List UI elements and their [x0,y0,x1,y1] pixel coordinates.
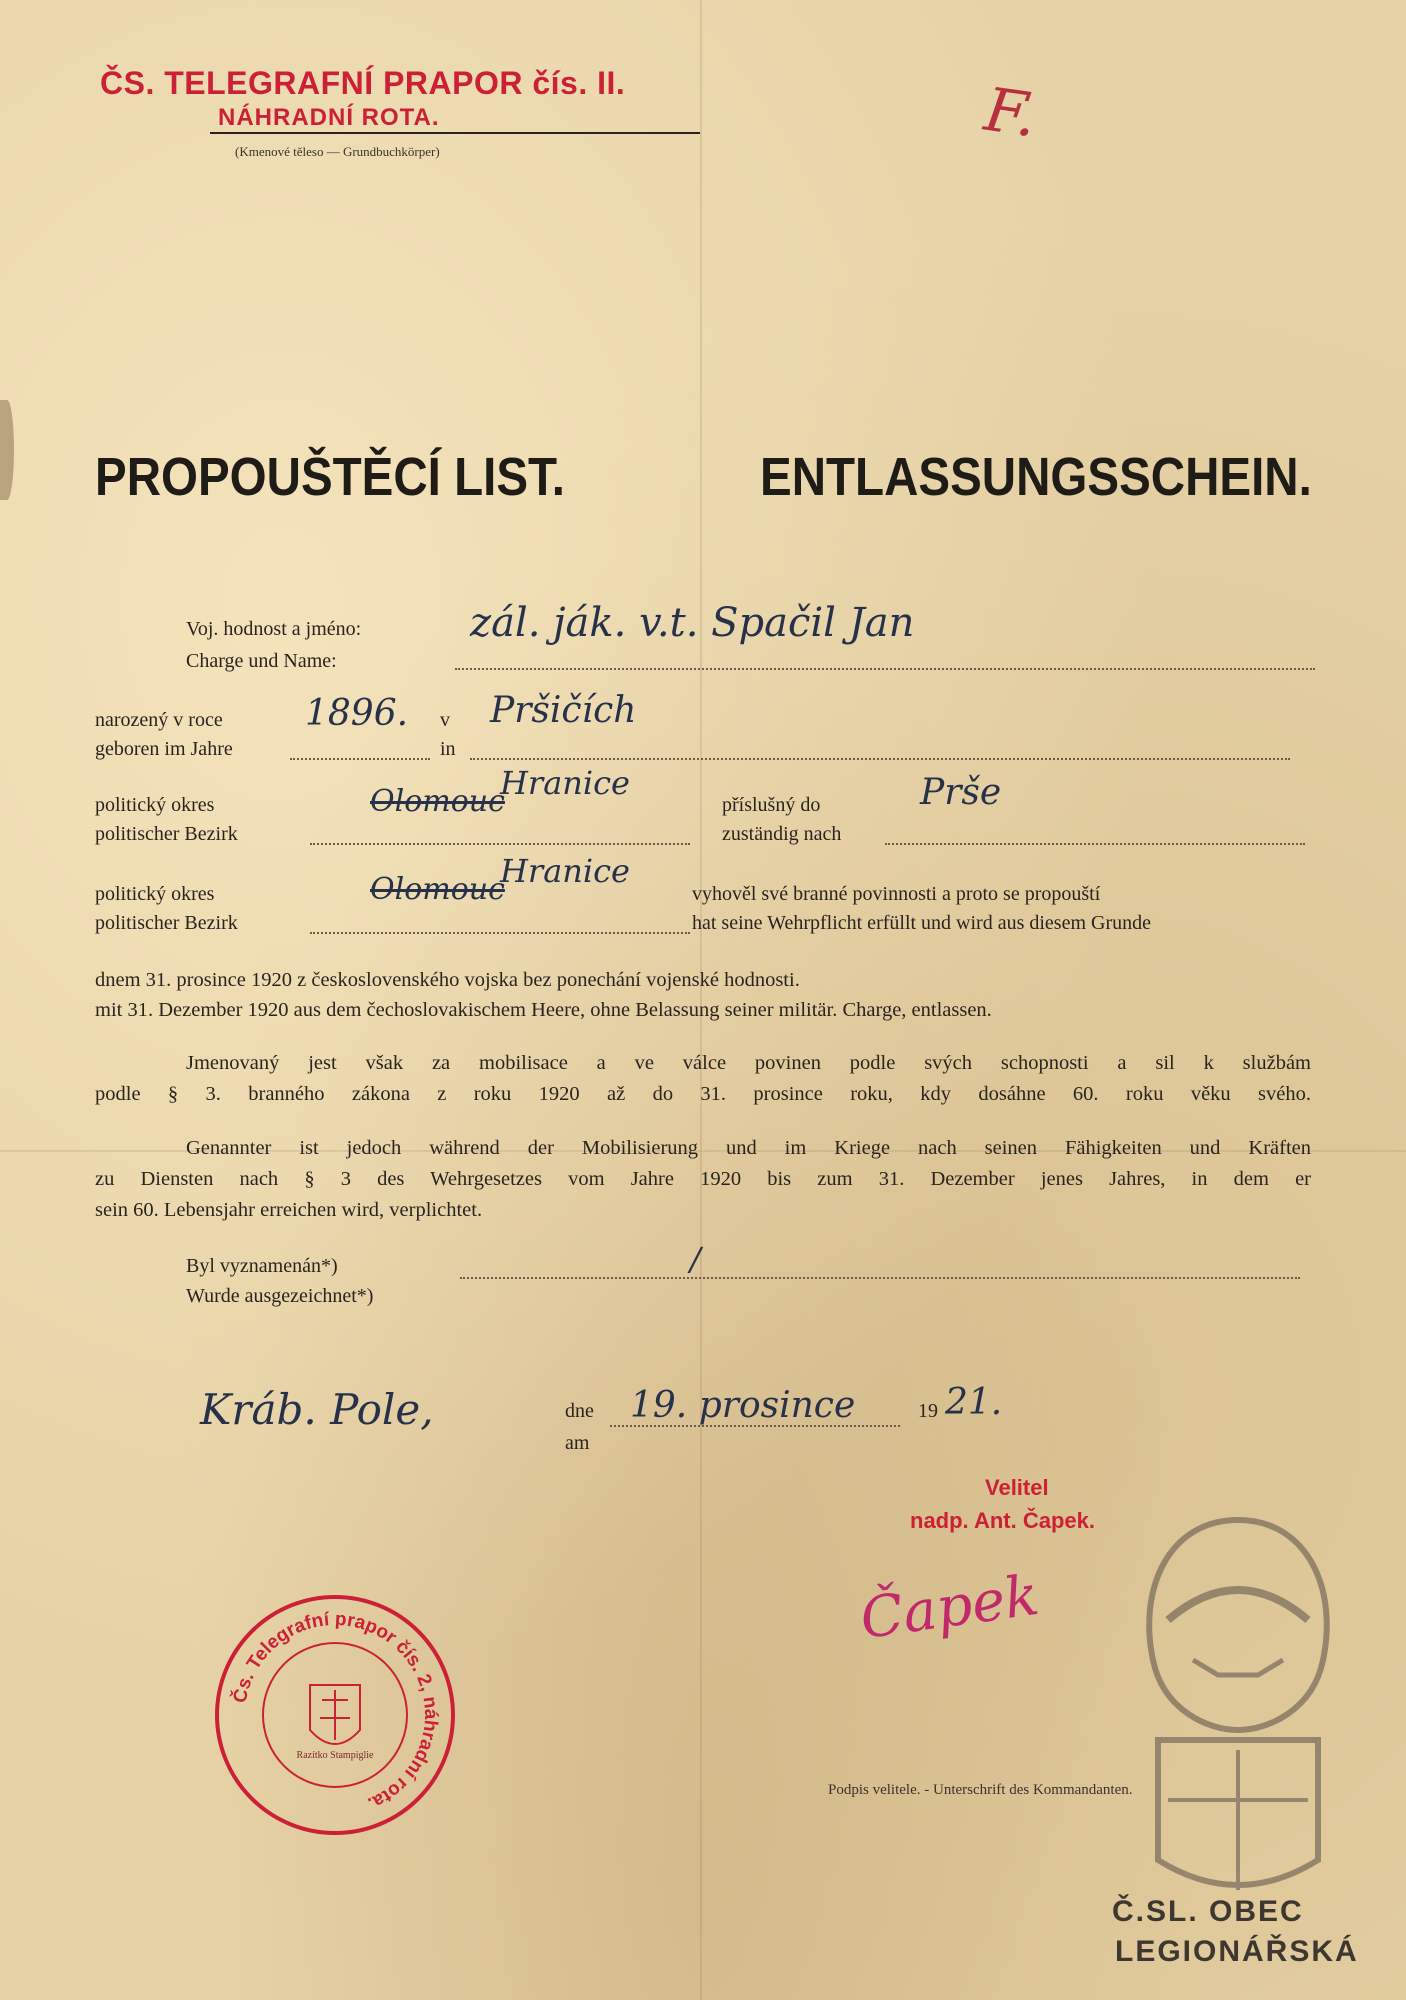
decorated-dotted-line [460,1277,1300,1279]
unit-stamp-line1: ČS. TELEGRAFNÍ PRAPOR čís. II. [100,65,626,101]
district1-struck-value: Olomouc [370,784,505,819]
date-value: 19. prosince [630,1385,856,1426]
discharge-text-de: mit 31. Dezember 1920 aus dem čechoslovakischem Heere, ohne Belassung seiner militär. Charge, entlassen. [95,999,992,1021]
birth-place-label-de: in [440,738,456,760]
district2-text-de: hat seine Wehrpflicht erfüllt und wird aus diesem Grunde [692,912,1152,934]
district1-label-de: politischer Bezirk [95,823,238,845]
birth-year-value: 1896. [305,693,409,734]
corner-handwritten-mark: F. [980,74,1041,152]
district2-dotted-line [310,932,690,934]
district1-value: Hranice [500,764,630,802]
rank-name-value: zál. ják. v.t. Spačil Jan [470,600,915,646]
torn-edge [0,400,14,500]
date-label-cz: dne [565,1400,594,1422]
unit-stamp-line2: NÁHRADNÍ ROTA. [218,104,440,131]
discharge-text-cz: dnem 31. prosince 1920 z československého vojska bez ponechání vojenské hodnosti. [95,969,800,991]
seal-ring-text: Čs. Telegrafní prapor čís. 2, náhradní rota. [229,1608,442,1815]
district2-value: Hranice [500,852,630,890]
district2-label-cz: politický okres [95,883,215,905]
signature-caption: Podpis velitele. - Unterschrift des Kommandanten. [828,1782,1133,1798]
birth-year-dotted-line [290,758,430,760]
rank-name-label-de: Charge und Name: [186,650,337,672]
mobilisation-text-de-2: zu Diensten nach § 3 des Wehrgesetzes vom Jahre 1920 bis zum 31. Dezember jenes Jahres, in dem er [95,1168,1311,1190]
district2-struck-value: Olomouc [370,872,505,907]
commander-title: Velitel [985,1475,1049,1500]
year-prefix: 19 [918,1400,938,1422]
birth-place-label-cz: v [440,709,450,731]
title-czech: PROPOUŠTĚCÍ LIST. [95,447,565,507]
commander-signature: Čapek [856,1562,1043,1653]
belongs-label-de: zuständig nach [722,823,842,845]
belongs-dotted-line [885,843,1305,845]
birth-year-label-de: geboren im Jahre [95,738,233,760]
district1-label-cz: politický okres [95,794,215,816]
date-label-de: am [565,1432,590,1454]
birth-place-dotted-line [470,758,1290,760]
round-seal-stamp [210,1590,460,1840]
commander-name: nadp. Ant. Čapek. [910,1508,1095,1533]
mobilisation-text-cz-1: Jmenovaný jest však za mobilisace a ve válce povinen podle svých schopnosti a sil k službám [186,1052,1311,1074]
decorated-label-cz: Byl vyznamenán*) [186,1255,338,1277]
rank-name-dotted-line [455,668,1315,670]
belongs-value: Prše [920,772,1002,813]
seal-center-text: Razítko Stampiglie [296,1750,374,1761]
place-value: Kráb. Pole, [200,1385,434,1434]
belongs-label-cz: příslušný do [722,794,821,816]
birth-year-label-cz: narozený v roce [95,709,223,731]
district2-label-de: politischer Bezirk [95,912,238,934]
decorated-value: / [690,1240,701,1278]
mobilisation-text-cz-2: podle § 3. branného zákona z roku 1920 až do 31. prosince roku, kdy dosáhne 60. roku věku svého. [95,1083,1311,1105]
mobilisation-text-de-1: Genannter ist jedoch während der Mobilisierung und im Kriege nach seinen Fähigkeiten und Kräften [186,1137,1311,1159]
mobilisation-text-de-3: sein 60. Lebensjahr erreichen wird, verplichtet. [95,1199,483,1221]
district2-text-cz: vyhověl své branné povinnosti a proto se propouští [692,883,1101,905]
decorated-label-de: Wurde ausgezeichnet*) [186,1285,374,1307]
rank-name-label-cz: Voj. hodnost a jméno: [186,618,362,640]
birth-place-value: Pršičích [490,690,637,731]
watermark-text-line2: LEGIONÁŘSKÁ [1115,1935,1359,1968]
title-german: ENTLASSUNGSSCHEIN. [760,447,1312,507]
watermark-text-line1: Č.SL. OBEC [1112,1895,1304,1928]
district1-dotted-line [310,843,690,845]
unit-caption: (Kmenové těleso — Grundbuchkörper) [235,144,440,159]
year-suffix: 21. [945,1382,1003,1423]
stamp-underline [210,132,700,134]
